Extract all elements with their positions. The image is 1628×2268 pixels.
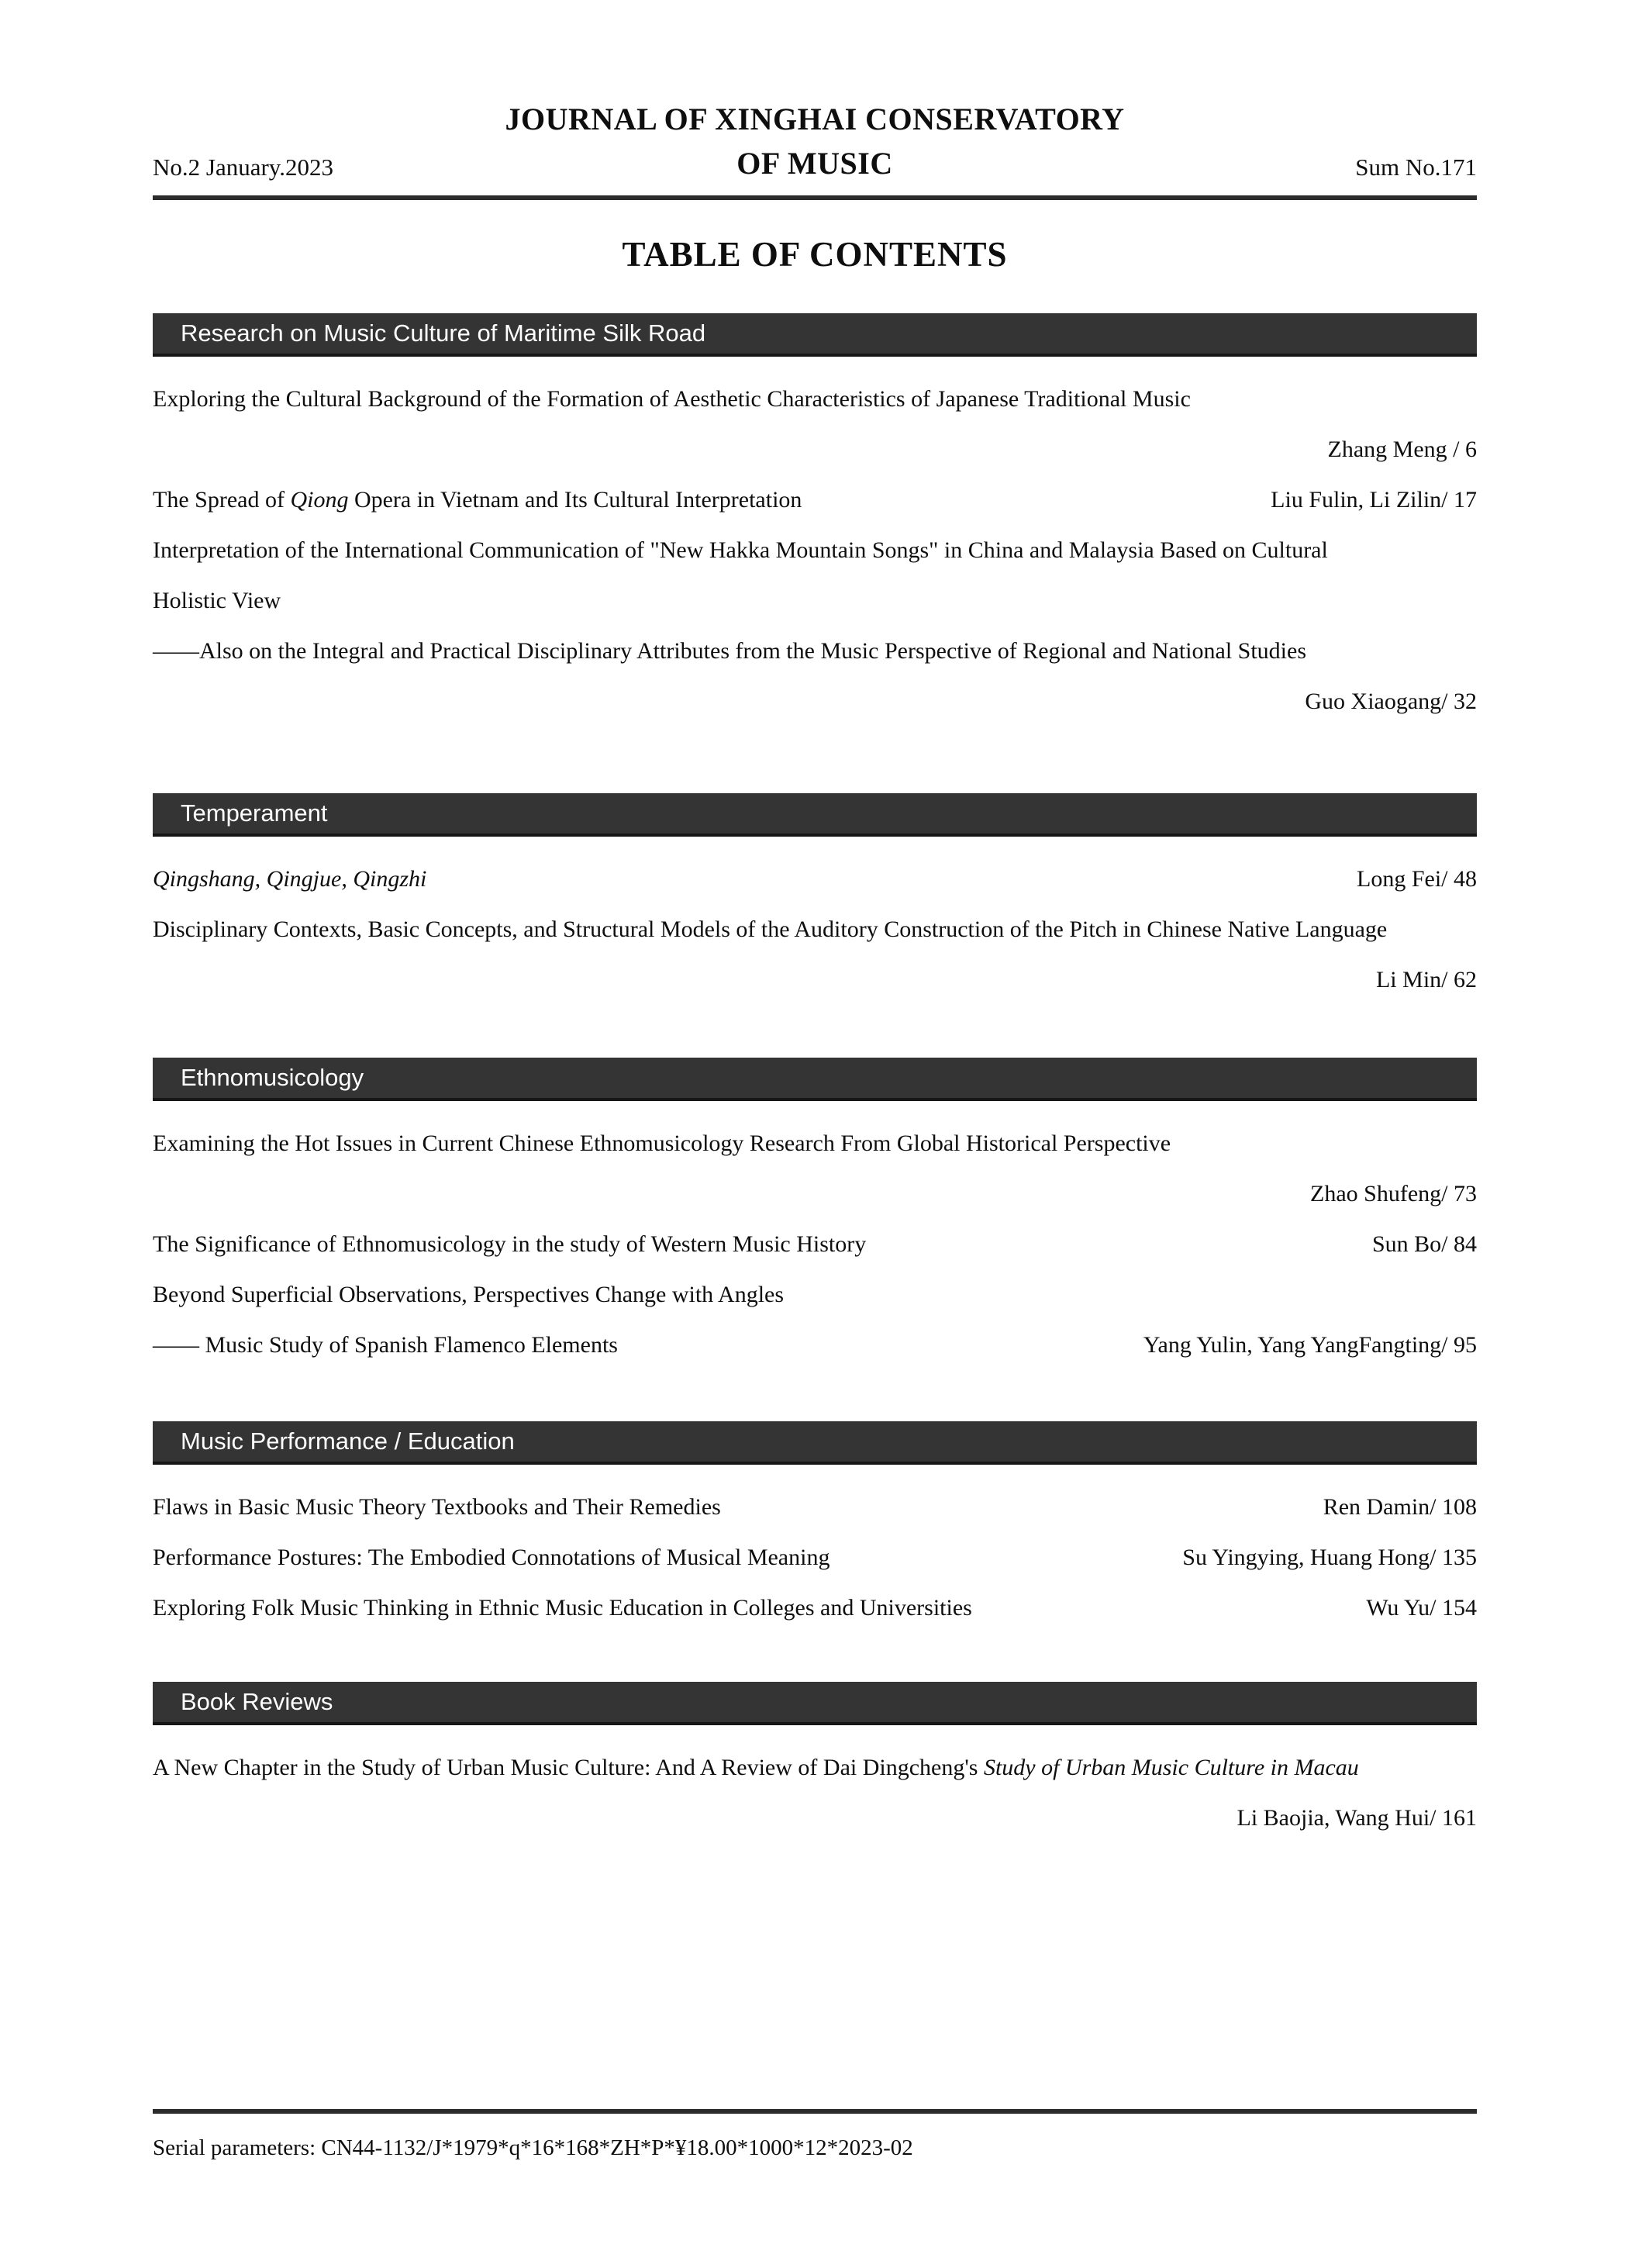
section-title: Music Performance / Education xyxy=(181,1427,515,1455)
toc-entry-authors xyxy=(153,954,1477,1005)
header-rule xyxy=(153,195,1477,200)
toc-entry xyxy=(153,854,1477,904)
entry-authors: Su Yingying, Huang Hong/ 135 xyxy=(1182,1544,1477,1570)
toc-entry-title xyxy=(153,374,1477,424)
entry-title: Qingshang, Qingjue, Qingzhi xyxy=(153,865,427,892)
entry-authors: Guo Xiaogang/ 32 xyxy=(1305,688,1477,714)
entry-title: Disciplinary Contexts, Basic Concepts, and Structural Models of the Auditory Construction of the Pitch in Chinese Native Language xyxy=(153,916,1388,942)
entry-authors: Zhang Meng / 6 xyxy=(1327,436,1477,462)
toc-entry-title xyxy=(153,904,1477,954)
journal-title xyxy=(153,98,1477,186)
section-title: Book Reviews xyxy=(181,1687,333,1715)
entry-authors: Ren Damin/ 108 xyxy=(1323,1493,1477,1520)
section-bar-book-reviews xyxy=(153,1682,1477,1725)
toc-entry xyxy=(153,475,1477,525)
entry-title: The Spread of Qiong Opera in Vietnam and Its Cultural Interpretation xyxy=(153,486,802,513)
entry-subtitle: ——Also on the Integral and Practical Disciplinary Attributes from the Music Perspective of Regional and National Studies xyxy=(153,637,1307,664)
entry-title: Flaws in Basic Music Theory Textbooks and Their Remedies xyxy=(153,1493,721,1520)
toc-entry-subtitle xyxy=(153,626,1477,676)
section-entries xyxy=(153,1482,1477,1633)
toc-entry-authors xyxy=(153,1169,1477,1219)
entry-authors: Long Fei/ 48 xyxy=(1357,865,1477,892)
toc-entry xyxy=(153,1583,1477,1633)
toc-entry-title xyxy=(153,1742,1477,1793)
section-title: Temperament xyxy=(181,799,328,827)
footer-rule xyxy=(153,2109,1477,2114)
entry-authors: Li Baojia, Wang Hui/ 161 xyxy=(1237,1804,1477,1831)
section-title: Ethnomusicology xyxy=(181,1063,364,1091)
entry-title: Holistic View xyxy=(153,587,281,613)
section-bar-ethnomusicology xyxy=(153,1058,1477,1101)
entry-title: Examining the Hot Issues in Current Chinese Ethnomusicology Research From Global Historical Perspective xyxy=(153,1130,1171,1156)
section-entries xyxy=(153,854,1477,1005)
section-entries xyxy=(153,1118,1477,1370)
section-entries xyxy=(153,374,1477,727)
toc-entry-authors xyxy=(153,424,1477,475)
toc-entry-title xyxy=(153,1118,1477,1169)
entry-title: Beyond Superficial Observations, Perspectives Change with Angles xyxy=(153,1281,785,1307)
entry-title: Interpretation of the International Communication of "New Hakka Mountain Songs" in China and Malaysia Based on Cultural xyxy=(153,537,1328,563)
entry-authors: Sun Bo/ 84 xyxy=(1371,1231,1477,1257)
toc-entry-title-line1 xyxy=(153,525,1477,575)
entry-authors: Li Min/ 62 xyxy=(1375,966,1477,992)
issue-number: No.2 January.2023 xyxy=(153,153,334,181)
entry-authors: Yang Yulin, Yang YangFangting/ 95 xyxy=(1143,1331,1477,1358)
entry-authors: Liu Fulin, Li Zilin/ 17 xyxy=(1271,486,1477,513)
entry-authors: Wu Yu/ 154 xyxy=(1366,1594,1477,1621)
section-entries xyxy=(153,1742,1477,1843)
toc-entry-subtitle xyxy=(153,1320,1477,1370)
section-bar-temperament xyxy=(153,793,1477,837)
entry-subtitle: —— Music Study of Spanish Flamenco Elements xyxy=(153,1331,618,1358)
entry-authors: Zhao Shufeng/ 73 xyxy=(1310,1180,1477,1206)
journal-title-line2: OF MUSIC xyxy=(736,145,893,181)
toc-entry-authors xyxy=(153,676,1477,727)
toc-entry xyxy=(153,1219,1477,1269)
serial-parameters: Serial parameters: CN44-1132/J*1979*q*16*168*ZH*P*¥18.00*1000*12*2023-02 xyxy=(153,2135,913,2160)
entry-title: Exploring Folk Music Thinking in Ethnic Music Education in Colleges and Universities xyxy=(153,1594,972,1621)
entry-title: Exploring the Cultural Background of the Formation of Aesthetic Characteristics of Japanese Traditional Music xyxy=(153,385,1191,412)
toc-entry xyxy=(153,1532,1477,1583)
section-bar-music-performance-education xyxy=(153,1421,1477,1465)
journal-title-line1: JOURNAL OF XINGHAI CONSERVATORY xyxy=(505,102,1125,136)
sum-number: Sum No.171 xyxy=(1355,153,1477,181)
page-footer xyxy=(153,2109,1477,2161)
page-header xyxy=(153,0,1477,186)
entry-title: The Significance of Ethnomusicology in the study of Western Music History xyxy=(153,1231,867,1257)
toc-entry xyxy=(153,1482,1477,1532)
section-title: Research on Music Culture of Maritime Silk Road xyxy=(181,319,706,347)
toc-title: TABLE OF CONTENTS xyxy=(622,234,1008,274)
toc-entry-title xyxy=(153,1269,1477,1320)
entry-title: Performance Postures: The Embodied Connotations of Musical Meaning xyxy=(153,1544,830,1570)
toc-entry-title-line2 xyxy=(153,575,1477,626)
toc-entry-authors xyxy=(153,1793,1477,1843)
section-bar-maritime-silk-road xyxy=(153,313,1477,357)
entry-title: A New Chapter in the Study of Urban Music Culture: And A Review of Dai Dingcheng's Study of Urban Music Culture in Macau xyxy=(153,1754,1359,1780)
